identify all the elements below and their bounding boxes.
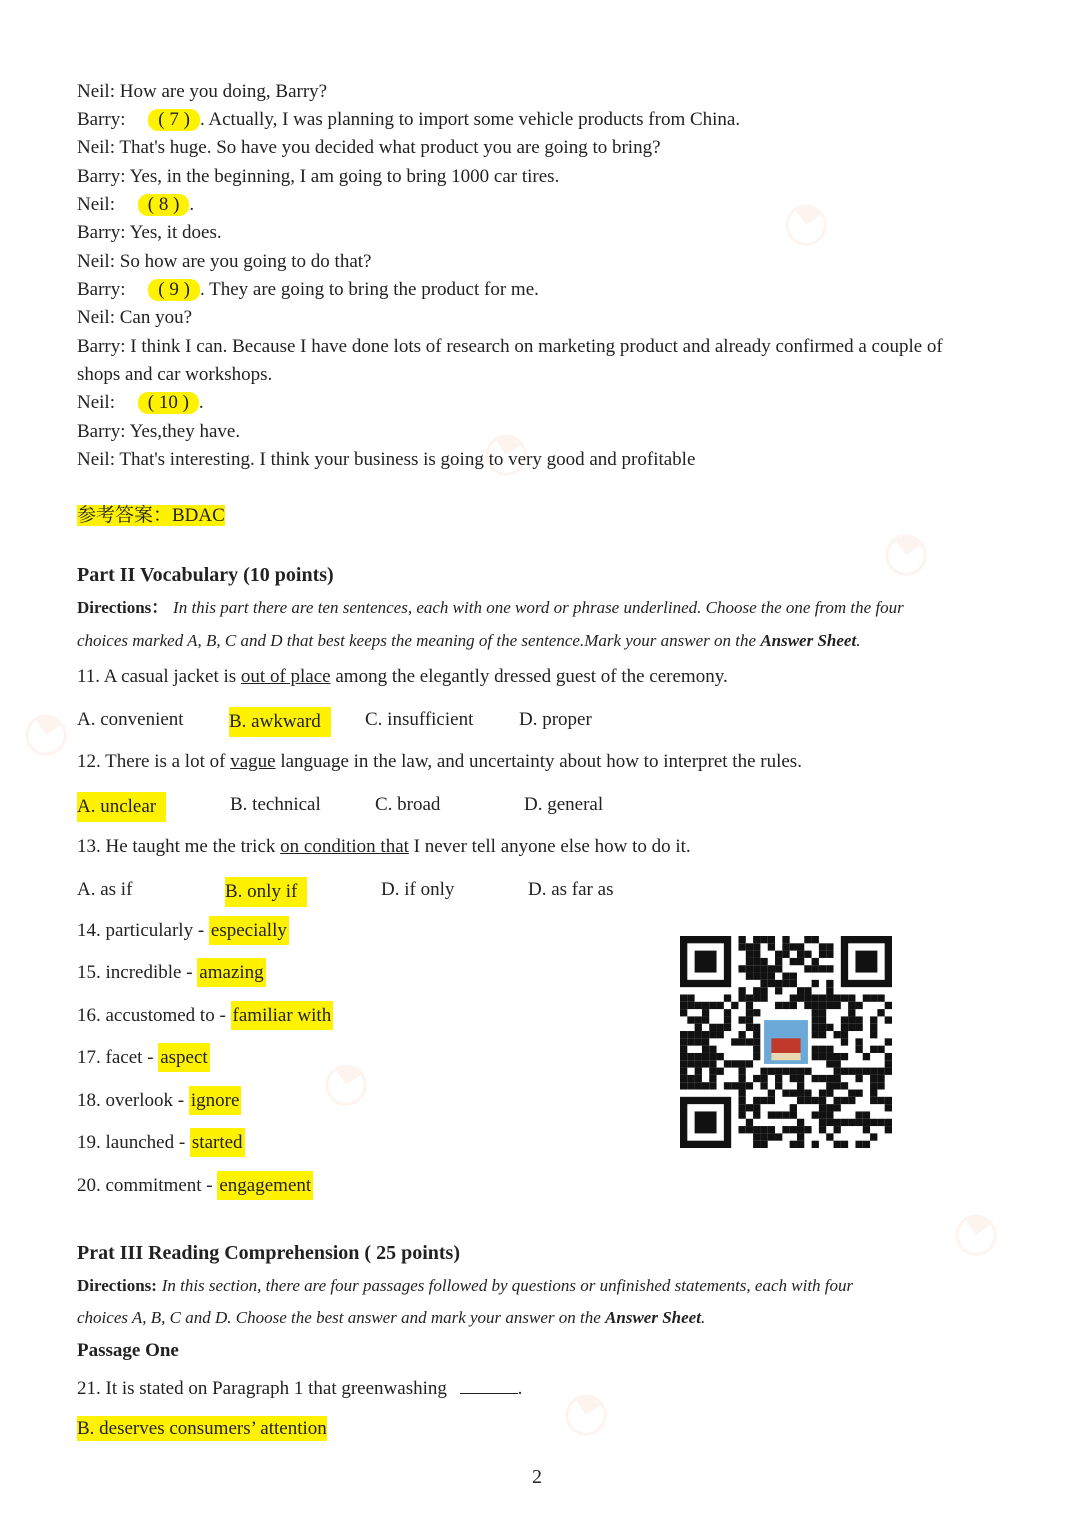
paren: ( (147, 194, 159, 215)
dialogue-line (77, 279, 539, 301)
page-number: 2 (532, 1466, 542, 1488)
dialogue-line (77, 251, 371, 273)
speaker: Barry: (77, 336, 126, 357)
speaker: Neil: (77, 194, 115, 215)
question-21-answer (77, 1418, 327, 1440)
option: A. convenient (77, 709, 184, 730)
directions-text: choices A, B, C and D. Choose the best answer and mark your answer on the (77, 1308, 606, 1327)
dialogue-line (77, 364, 272, 386)
reference-answer-text: 参考答案：BDAC (77, 505, 225, 526)
watermark: ◔ (546, 1372, 621, 1451)
speaker: Barry: (77, 421, 126, 442)
vocab-answer: started (190, 1128, 245, 1157)
dialogue-text: That's huge. So have you decided what product you are going to bring? (119, 137, 661, 158)
vocab-answer: aspect (158, 1043, 209, 1072)
question-12 (77, 751, 802, 773)
vocab-answer: ignore (189, 1086, 242, 1115)
part2-directions-1 (77, 597, 904, 619)
correct-option: B. only if (225, 877, 307, 907)
dialogue-text: . (189, 194, 195, 215)
dialogue-text: Yes, it does. (129, 222, 222, 243)
speaker: Barry: (77, 109, 126, 130)
answer-blank (460, 1393, 518, 1394)
question-21-answer-text: B. deserves consumers’ attention (77, 1418, 327, 1439)
option: A. as if (77, 879, 133, 900)
dialogue-line (77, 307, 192, 329)
part3-directions-1 (77, 1275, 853, 1297)
option: C. broad (375, 794, 441, 815)
option: C. insufficient (365, 709, 474, 730)
underlined-phrase: on condition that (280, 836, 409, 857)
correct-option: A. unclear (77, 792, 166, 822)
vocab-word: 18. overlook - (77, 1090, 189, 1111)
paren: ) (178, 279, 190, 300)
paren: ) (168, 194, 180, 215)
directions-text: In this part there are ten sentences, each with one word or phrase underlined. Choose the one from the four (173, 598, 904, 617)
vocabulary-pair (77, 1090, 241, 1112)
directions-label: Directions： (77, 598, 169, 617)
vocab-word: 20. commitment - (77, 1175, 218, 1196)
question-13 (77, 836, 691, 858)
blank-number: 7 (169, 109, 179, 130)
vocab-answer: familiar with (231, 1001, 334, 1030)
dialogue-text: Yes,they have. (129, 421, 241, 442)
dialogue-text: So how are you going to do that? (119, 251, 372, 272)
question-text: among the elegantly dressed guest of the ceremony. (330, 666, 728, 687)
option: D. as far as (528, 879, 614, 900)
dialogue-line (77, 392, 204, 414)
answer-sheet-label: Answer Sheet (760, 631, 857, 650)
speaker: Neil: (77, 137, 115, 158)
question-text: 12. There is a lot of (77, 751, 231, 772)
vocabulary-pair (77, 1132, 245, 1154)
reference-answer (77, 505, 225, 527)
vocab-word: 14. particularly - (77, 920, 209, 941)
speaker: Neil: (77, 392, 115, 413)
qr-code-icon (680, 936, 892, 1148)
vocabulary-pair (77, 1175, 313, 1197)
part3-title: Prat III Reading Comprehension ( 25 points) (77, 1242, 460, 1264)
question-21: 21. It is stated on Paragraph 1 that greenwashing . (77, 1378, 523, 1399)
dialogue-text: . Actually, I was planning to import some vehicle products from China. (199, 109, 741, 130)
vocab-word: 19. launched - (77, 1132, 190, 1153)
dialogue-line (77, 137, 661, 159)
paren: ) (177, 392, 189, 413)
vocabulary-pair (77, 920, 289, 942)
dialogue-line (77, 336, 943, 358)
part2-directions-2 (77, 630, 860, 652)
dialogue-line (77, 166, 559, 188)
dialogue-line (77, 81, 327, 103)
paren: ( (147, 392, 159, 413)
vocab-word: 15. incredible - (77, 962, 198, 983)
dialogue-text: That's interesting. I think your business is going to very good and profitable (119, 449, 696, 470)
question-text: I never tell anyone else how to do it. (408, 836, 691, 857)
vocabulary-pair (77, 962, 266, 984)
directions-text: choices marked A, B, C and D that best keeps the meaning of the sentence.Mark your answer on the (77, 631, 761, 650)
watermark: ◔ (466, 412, 541, 491)
vocabulary-pair (77, 1047, 210, 1069)
dialogue-text: I think I can. Because I have done lots of research on marketing product and already confirmed a couple of (130, 336, 943, 357)
question-text: language in the law, and uncertainty about how to interpret the rules. (275, 751, 802, 772)
dialogue-text: Can you? (119, 307, 193, 328)
passage-title: Passage One (77, 1340, 179, 1361)
dialogue-line (77, 222, 222, 244)
dialogue-line (77, 421, 240, 443)
underlined-phrase: out of place (240, 666, 331, 687)
speaker: Barry: (77, 279, 126, 300)
blank-number: 10 (158, 392, 178, 413)
directions-text: In this section, there are four passages followed by questions or unfinished statements, each with four (161, 1276, 854, 1295)
vocab-word: 16. accustomed to - (77, 1005, 231, 1026)
speaker: Neil: (77, 81, 115, 102)
option: B. technical (230, 794, 321, 815)
paren: ( (158, 279, 170, 300)
watermark: ◔ (6, 692, 81, 771)
vocabulary-pair (77, 1005, 333, 1027)
dialogue-text: How are you doing, Barry? (119, 81, 328, 102)
watermark: ◔ (866, 512, 941, 591)
directions-label: Directions: (77, 1276, 157, 1295)
answer-sheet-label: Answer Sheet (605, 1308, 701, 1327)
vocab-answer: engagement (217, 1171, 313, 1200)
dialogue-line (77, 449, 695, 471)
dialogue-line (77, 109, 740, 131)
watermark: ◔ (936, 1192, 1011, 1271)
dialogue-text: shops and car workshops. (77, 364, 273, 385)
paren: ( (158, 109, 170, 130)
dialogue-text: . (198, 392, 204, 413)
vocab-answer: amazing (197, 958, 265, 987)
part3-directions-2 (77, 1307, 705, 1329)
question-11 (77, 666, 728, 688)
speaker: Neil: (77, 251, 115, 272)
speaker: Neil: (77, 307, 115, 328)
period: . (856, 631, 861, 650)
vocab-answer: especially (209, 916, 289, 945)
dialogue-line (77, 194, 194, 216)
blank-number: 8 (158, 194, 169, 215)
paren: ) (178, 109, 190, 130)
question-text: 13. He taught me the trick (77, 836, 281, 857)
part2-title: Part II Vocabulary (10 points) (77, 564, 334, 586)
speaker: Neil: (77, 449, 115, 470)
dialogue-text: . They are going to bring the product for me. (199, 279, 539, 300)
question-text: 11. A casual jacket is (77, 666, 241, 687)
period: . (700, 1308, 706, 1327)
option: D. proper (519, 709, 592, 730)
answer-blank (148, 279, 200, 301)
dialogue-text: Yes, in the beginning, I am going to bring 1000 car tires. (129, 166, 560, 187)
answer-blank (148, 109, 200, 131)
answer-blank (138, 392, 199, 414)
watermark: ◔ (306, 1042, 381, 1121)
option: D. if only (381, 879, 455, 900)
question-21-text: 21. It is stated on Paragraph 1 that greenwashing (77, 1378, 447, 1399)
correct-option: B. awkward (229, 707, 331, 737)
blank-number: 9 (169, 279, 179, 300)
answer-blank (138, 194, 190, 216)
watermark: ◔ (766, 182, 841, 261)
speaker: Barry: (77, 222, 126, 243)
option: D. general (524, 794, 604, 815)
underlined-phrase: vague (230, 751, 276, 772)
vocab-word: 17. facet - (77, 1047, 159, 1068)
speaker: Barry: (77, 166, 126, 187)
